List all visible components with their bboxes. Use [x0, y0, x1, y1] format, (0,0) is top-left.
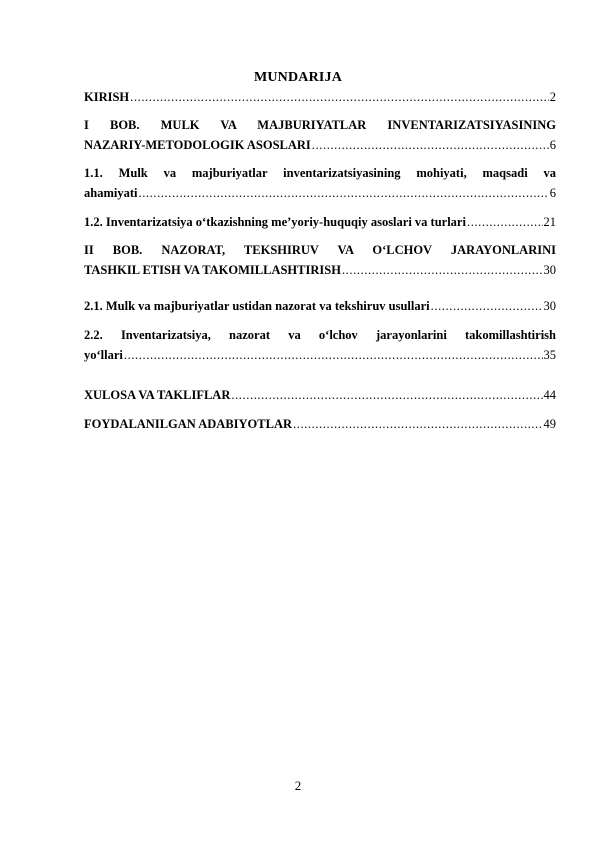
toc-entry-title: 2.1. Mulk va majburiyatlar ustidan nazorat va tekshiruv usullari [84, 299, 430, 313]
toc-entry-chapter-1[interactable] [84, 115, 556, 155]
toc-entry-section-1-2[interactable] [84, 212, 556, 232]
toc-page-number: 44 [543, 388, 556, 402]
toc-entry-title: KIRISH [84, 90, 130, 104]
toc-entry-title-line-1: 2.2. Inventarizatsiya, nazorat va o‘lchov jarayonlarini takomillashtirish [84, 328, 556, 342]
toc-entry-kirish[interactable] [84, 87, 556, 107]
toc-entry-conclusion[interactable] [84, 385, 556, 405]
dot-leader [124, 345, 543, 365]
dot-leader [231, 385, 542, 405]
page-title: MUNDARIJA [253, 70, 343, 85]
toc-page-number: 6 [549, 138, 556, 152]
dot-leader [293, 414, 542, 434]
dot-leader [130, 87, 549, 107]
toc-page-number: 49 [543, 417, 556, 431]
toc-page-number: 35 [543, 348, 556, 362]
toc-entry-title-line-2: NAZARIY-METODOLOGIK ASOSLARI [84, 138, 311, 152]
dot-leader [342, 260, 543, 280]
toc-entry-title-line-1: 1.1. Mulk va majburiyatlar inventarizatsiyasining mohiyati, maqsadi va [84, 166, 556, 180]
toc-entry-title-line-1: II BOB. NAZORAT, TEKSHIRUV VA O‘LCHOV JARAYONLARINI [84, 243, 556, 257]
toc-entry-section-2-2[interactable] [84, 325, 556, 365]
toc-entry-title: 1.2. Inventarizatsiya o‘tkazishning me’yoriy-huquqiy asoslari va turlari [84, 215, 466, 229]
toc-entry-section-1-1[interactable] [84, 163, 556, 203]
toc-entry-chapter-2[interactable] [84, 240, 556, 280]
toc-entry-title-line-1: I BOB. MULK VA MAJBURIYATLAR INVENTARIZATSIYASINING [84, 118, 556, 132]
dot-leader [312, 135, 549, 155]
toc-page-number: 6 [549, 186, 556, 200]
toc-entry-references[interactable] [84, 414, 556, 434]
toc-entry-title-line-2: TASHKIL ETISH VA TAKOMILLASHTIRISH [84, 263, 341, 277]
dot-leader [431, 296, 543, 316]
toc-entry-title: FOYDALANILGAN ADABIYOTLAR [84, 417, 293, 431]
page-number: 2 [294, 778, 302, 793]
toc-entry-title-line-2: yo‘llari [84, 348, 123, 362]
toc-page-number: 30 [543, 299, 556, 313]
toc-entry-title-line-2: ahamiyati [84, 186, 138, 200]
toc-entry-title: XULOSA VA TAKLIFLAR [84, 388, 231, 402]
toc-page-number: 21 [543, 215, 556, 229]
dot-leader [138, 183, 548, 203]
toc-page-number: 30 [543, 263, 556, 277]
toc-entry-section-2-1[interactable] [84, 296, 556, 316]
dot-leader [467, 212, 543, 232]
toc-page-number: 2 [549, 90, 556, 104]
